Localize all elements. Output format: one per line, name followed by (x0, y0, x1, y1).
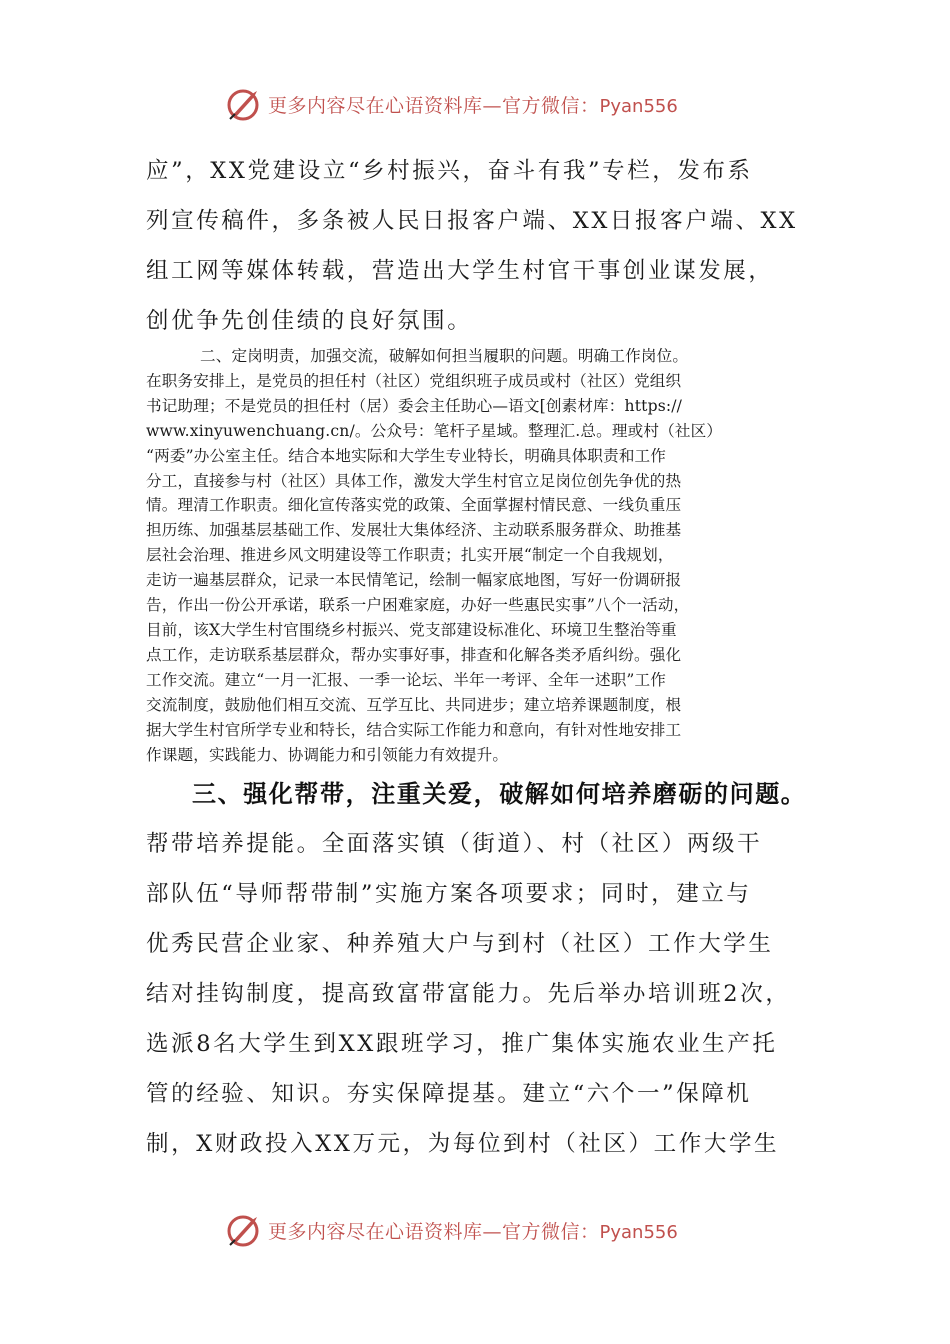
text-line: 应”，XX党建设立“乡村振兴，奋斗有我”专栏，发布系 (146, 158, 753, 184)
paragraph-2 (146, 344, 806, 767)
paragraph-1 (146, 146, 806, 346)
pen-logo-icon (226, 86, 262, 122)
text-line: 部队伍“导师帮带制”实施方案各项要求；同时，建立与 (146, 881, 752, 907)
watermark-banner-top (226, 84, 678, 124)
text-line: 优秀民营企业家、种养殖大户与到村（社区）工作大学生 (146, 931, 774, 957)
text-line: “两委”办公室主任。结合本地实际和大学生专业特长，明确具体职责和工作 (146, 446, 667, 465)
text-line: 帮带培养提能。全面落实镇（街道）、村（社区）两级干 (146, 831, 763, 857)
text-line: 书记助理；不是党员的担任村（居）委会主任助心—语文[创素材库：https:// (146, 396, 683, 415)
text-line: 作课题，实践能力、协调能力和引领能力有效提升。 (146, 745, 509, 764)
text-line: 情。理清工作职责。细化宣传落实党的政策、全面掌握村情民意、一线负重压 (146, 496, 682, 515)
watermark-text: 更多内容尽在心语资料库—官方微信：Pyan556 (268, 1220, 678, 1243)
section-heading (146, 769, 806, 819)
text-line: www.xinyuwenchuang.cn/。公众号：笔杆子星域。整理汇.总。理或村（社区） (146, 421, 723, 440)
text-line: 点工作，走访联系基层群众，帮办实事好事，排查和化解各类矛盾纠纷。强化 (146, 645, 682, 664)
text-line: 工作交流。建立“一月一汇报、一季一论坛、半年一考评、全年一述职”工作 (146, 670, 667, 689)
text-line: 结对挂钩制度，提高致富带富能力。先后举办培训班2次， (146, 981, 791, 1007)
watermark-banner-bottom (226, 1210, 678, 1250)
text-line: 列宣传稿件，多条被人民日报客户端、XX日报客户端、XX (146, 208, 798, 234)
paragraph-3 (146, 819, 806, 1169)
text-line: 交流制度，鼓励他们相互交流、互学互比、共同进步；建立培养课题制度，根 (146, 695, 682, 714)
text-line: 创优争先创佳绩的良好氛围。 (146, 308, 473, 334)
text-line: 选派8名大学生到XX跟班学习，推广集体实施农业生产托 (146, 1031, 778, 1057)
text-line: 层社会治理、推进乡风文明建设等工作职责；扎实开展“制定一个自我规划， (146, 546, 674, 565)
text-line: 在职务安排上，是党员的担任村（社区）党组织班子成员或村（社区）党组织 (146, 371, 682, 390)
text-line: 告，作出一份公开承诺，联系一户困难家庭，办好一些惠民实事”八个一活动， (146, 596, 690, 615)
text-line: 二、定岗明责，加强交流，破解如何担当履职的问题。明确工作岗位。 (200, 347, 689, 365)
heading-3: 三、强化帮带，注重关爱，破解如何培养磨砺的问题。 (192, 779, 807, 808)
text-line: 组工网等媒体转载，营造出大学生村官干事创业谋发展， (146, 258, 774, 284)
text-line: 据大学生村官所学专业和特长，结合实际工作能力和意向，有针对性地安排工 (146, 720, 682, 739)
text-line: 担历练、加强基层基础工作、发展壮大集体经济、主动联系服务群众、助推基 (146, 521, 682, 540)
text-line: 制，X财政投入XX万元，为每位到村（社区）工作大学生 (146, 1131, 780, 1157)
pen-logo-icon (226, 1212, 262, 1248)
text-line: 分工，直接参与村（社区）具体工作，激发大学生村官立足岗位创先争优的热 (146, 471, 682, 490)
text-line: 目前，该X大学生村官围绕乡村振兴、党支部建设标准化、环境卫生整治等重 (146, 620, 677, 639)
watermark-text: 更多内容尽在心语资料库—官方微信：Pyan556 (268, 94, 678, 117)
text-line: 管的经验、知识。夯实保障提基。建立“六个一”保障机 (146, 1081, 752, 1107)
text-line: 走访一遍基层群众，记录一本民情笔记，绘制一幅家底地图，写好一份调研报 (146, 571, 682, 590)
